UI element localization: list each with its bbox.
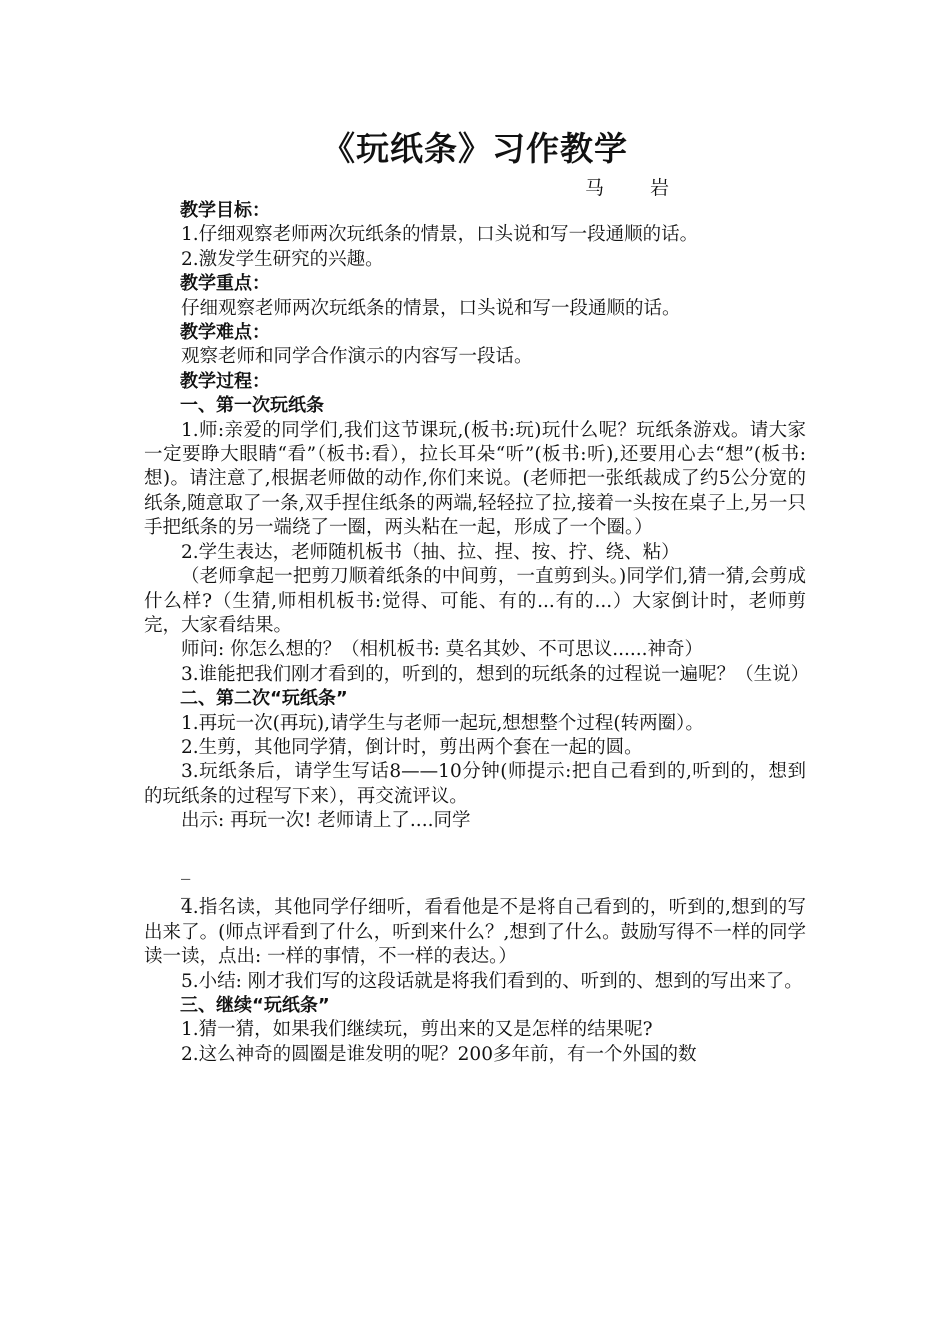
process-heading: 教学过程： (180, 370, 270, 392)
paragraph: （老师拿起一把剪刀顺着纸条的中间剪，一直剪到头。)同学们,猜一猜,会剪成什么样?（生猜,师相机板书:觉得、可能、有的...有的...）大家倒计时，老师剪完，大家看结果。 (144, 566, 806, 636)
paragraph: 出示: 再玩一次! 老师请上了....同学 (181, 810, 471, 832)
part2-heading: 二、第二次“玩纸条” (180, 688, 348, 710)
part1-heading: 一、第一次玩纸条 (180, 395, 324, 417)
paragraph: 2.生剪，其他同学猜，倒计时，剪出两个套在一起的圆。 (181, 736, 643, 758)
document-body (144, 199, 810, 1067)
paragraph: 2.学生表达，老师随机板书（抽、拉、捏、按、拧、绕、粘） (181, 541, 680, 563)
difficulty-text: 观察老师和同学合作演示的内容写一段话。 (181, 346, 533, 368)
goal-item: 1.仔细观察老师两次玩纸条的情景，口头说和写一段通顺的话。 (181, 224, 699, 246)
blank-line (144, 834, 806, 858)
paragraph: 1.猜一猜，如果我们继续玩，剪出来的又是怎样的结果呢? (181, 1019, 653, 1041)
difficulty-heading: 教学难点： (180, 322, 270, 344)
goals-heading: 教学目标： (180, 200, 270, 221)
blank-underline: _ (181, 878, 191, 900)
paragraph: 3.谁能把我们刚才看到的，听到的，想到的玩纸条的过程说一遍呢？（生说） (181, 663, 810, 685)
paragraph: 1.再玩一次(再玩),请学生与老师一起玩,想想整个过程(转两圈）。 (181, 712, 704, 734)
author-name: 马 岩 (585, 177, 690, 199)
paragraph: 2.这么神奇的圆圈是谁发明的呢？200多年前，有一个外国的数 (181, 1043, 697, 1065)
blank-underline: _ (181, 858, 191, 880)
part3-heading: 三、继续“玩纸条” (180, 994, 330, 1016)
paragraph: 1.师:亲爱的同学们,我们这节课玩,(板书:玩)玩什么呢？玩纸条游戏。请大家一定要睁大眼睛“看”（板书:看），拉长耳朵“听”(板书:听),还要用心去“想”(板书:想)。请注意了,根据老师做的动作,你们来说。(老师把一张纸裁成了约5公分宽的纸条,随意取了一条,双手捏住纸条的两端,轻轻拉了拉,接着一头按在桌子上,另一只手把纸条的另一端绕了一圈，两头粘在一起，形成了一个圈。） (144, 419, 806, 539)
paragraph: 5.小结: 刚才我们写的这段话就是将我们看到的、听到的、想到的写出来了。 (181, 970, 803, 992)
paragraph: 3.玩纸条后，请学生写话8——10分钟(师提示:把自己看到的,听到的，想到的玩纸条的过程写下来），再交流评议。 (144, 761, 806, 807)
goal-item: 2.激发学生研究的兴趣。 (181, 248, 384, 270)
focus-text: 仔细观察老师两次玩纸条的情景，口头说和写一段通顺的话。 (181, 297, 681, 319)
document-title: 《玩纸条》习作教学 (322, 129, 628, 168)
paragraph: 师问: 你怎么想的？（相机板书: 莫名其妙、不可思议......神奇） (181, 639, 704, 661)
paragraph: 4.指名读，其他同学仔细听，看看他是不是将自己看到的，听到的,想到的写出来了。(师点评看到了什么，听到来什么？,想到了什么。鼓励写得不一样的同学读一读，点出: 一样的事情，不一样的表达。） (144, 897, 806, 968)
focus-heading: 教学重点： (180, 273, 270, 295)
